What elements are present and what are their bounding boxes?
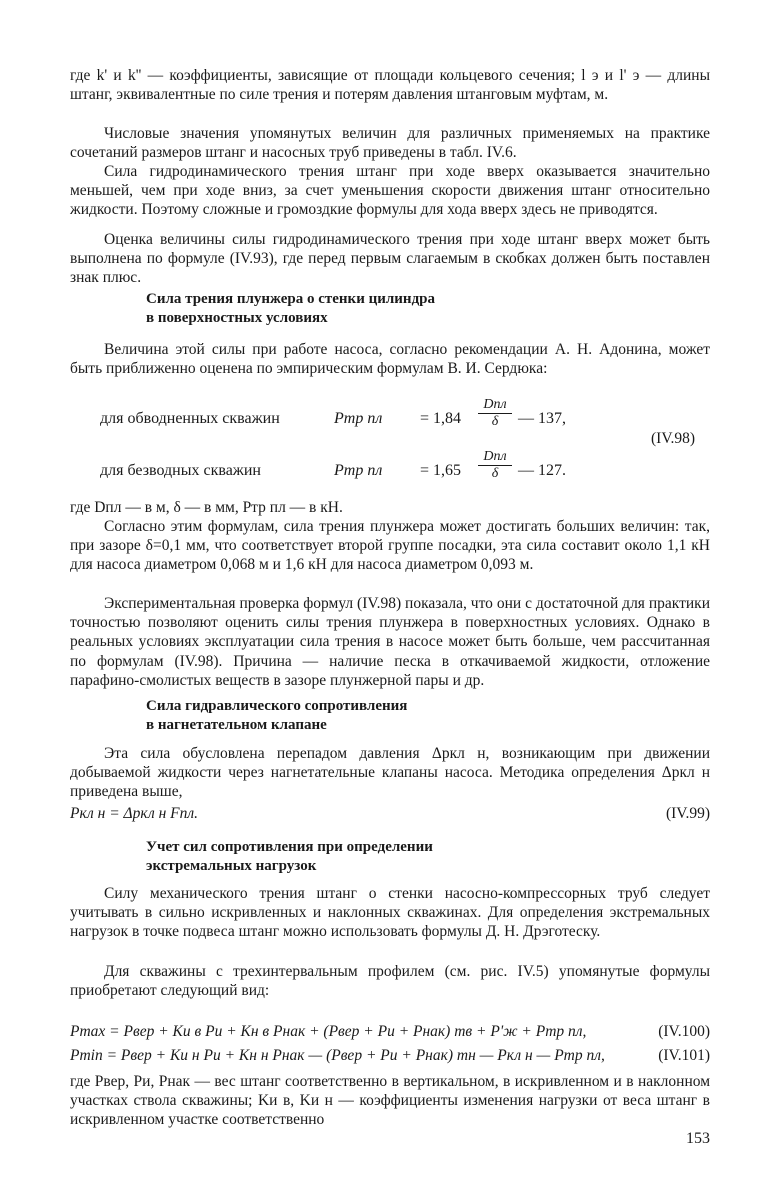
equation-number-iv98: (IV.98): [651, 430, 696, 447]
equation-dry-wells: [100, 448, 710, 488]
paragraph-pressure-drop: Эта сила обусловлена перепадом давления Δpкл н, возникающим при движении добываемой жидкости через нагнетательные клапаны насоса. Методика определения Δpкл н приведена выше,: [70, 745, 710, 801]
equation-number-iv100: (IV.100): [658, 1023, 710, 1040]
paragraph-mechanical-friction: Силу механического трения штанг о стенки насосно-компрессорных труб следует учитывать в сильно искривленных и наклонных скважинах. Для определения экстремальных нагрузок в точке подвеса штанг можно использовать формулы Д. Н. Дрэготеску.: [70, 885, 710, 941]
heading-line: Сила трения плунжера о стенки цилиндра: [146, 291, 435, 307]
heading-extreme-loads: [146, 838, 666, 876]
paragraph-formula-values: Согласно этим формулам, сила трения плунжера может достигать больших величин: так, при зазоре δ=0,1 мм, что соответствует второй группе посадки, эта сила составит около 1,1 кН для насоса диаметром 0,068 м и 1,6 кН для насоса диаметром 0,093 м.: [70, 518, 710, 574]
equation-constant: — 137,: [518, 410, 566, 427]
equation-variable: Pтр пл: [334, 410, 383, 427]
equation-coefficient: = 1,84: [420, 410, 462, 427]
heading-line: экстремальных нагрузок: [146, 858, 317, 874]
equation-watered-wells: [100, 396, 710, 436]
page-number: 153: [686, 1130, 710, 1147]
paragraph-friction-estimate: Оценка величины силы гидродинамического трения при ходе штанг вверх может быть выполнена по формуле (IV.93), где перед первым слагаемым в скобках должен быть поставлен знак плюс.: [70, 231, 710, 287]
paragraph-experimental-check: Экспериментальная проверка формул (IV.98) показала, что они с достаточной для практики точностью позволяют оценить силы трения плунжера в поверхностных условиях. Однако в реальных условиях эксплуатации сила трения в насосе может быть больше, чем рассчитанная по формулам (IV.98). Причина — наличие песка в откачиваемой жидкости, отложение парафино-смолистых веществ в зазоре плунжерной пары и др.: [70, 595, 710, 689]
heading-line: в поверхностных условиях: [146, 310, 328, 326]
fraction-numerator: Dпл: [478, 448, 512, 466]
equation-expression: Pкл н = Δpкл н Fпл.: [70, 805, 199, 822]
heading-line: в нагнетательном клапане: [146, 717, 327, 733]
paragraph-three-interval-profile: Для скважины с трехинтервальным профилем (см. рис. IV.5) упомянутые формулы приобретают следующий вид:: [70, 963, 710, 1000]
equation-number-iv101: (IV.101): [658, 1047, 710, 1064]
heading-line: Сила гидравлического сопротивления: [146, 698, 408, 714]
paragraph-numeric-values: Числовые значения упомянутых величин для различных применяемых на практике сочетаний размеров штанг и насосных труб приведены в табл. IV.6.: [70, 125, 710, 162]
paragraph-coefficients: где k' и k'' — коэффициенты, зависящие от площади кольцевого сечения; l э и l' э — длины штанг, эквивалентные по силе трения и потерям давления штанговым муфтам, м.: [70, 67, 710, 104]
paragraph-load-coefficients: где Pвер, Pи, Pнак — вес штанг соответственно в вертикальном, в искривленном и в наклонном участках ствола скважины; Kи в, Kи н — коэффициенты изменения нагрузки от веса штанг в искривленном участке соответственно: [70, 1073, 710, 1129]
equation-label: для обводненных скважин: [100, 410, 280, 427]
fraction-denominator: δ: [491, 414, 499, 429]
fraction-numerator: Dпл: [478, 396, 512, 414]
equation-fraction: [478, 448, 512, 482]
paragraph-units: где Dпл — в м, δ — в мм, Pтр пл — в кН.: [70, 499, 343, 516]
heading-hydraulic-resistance: [146, 697, 666, 735]
equation-expression: Pmax = Pвер + Kи в Pи + Kн в Pнак + (Pвер + Pи + Pнак) mв + P'ж + Pтр пл,: [70, 1023, 587, 1040]
equation-fraction: [478, 396, 512, 430]
fraction-denominator: δ: [491, 466, 499, 481]
equation-constant: — 127.: [518, 462, 566, 479]
equation-label: для безводных скважин: [100, 462, 261, 479]
paragraph-upstroke-friction: Сила гидродинамического трения штанг при ходе вверх оказывается значительно меньшей, чем при ходе вниз, за счет уменьшения скорости движения штанг относительно жидкости. Поэтому сложные и громоздкие формулы для хода вверх здесь не приводятся.: [70, 163, 710, 219]
equation-variable: Pтр пл: [334, 462, 383, 479]
heading-line: Учет сил сопротивления при определении: [146, 839, 433, 855]
equation-expression: Pmin = Pвер + Kи н Pи + Kн н Pнак — (Pвер + Pи + Pнак) mн — Pкл н — Pтр пл,: [70, 1047, 605, 1064]
heading-plunger-friction: [146, 290, 666, 328]
paragraph-adonin-estimate: Величина этой силы при работе насоса, согласно рекомендации А. Н. Адонина, может быть приближенно оценена по эмпирическим формулам В. И. Сердюка:: [70, 341, 710, 378]
equation-number-iv99: (IV.99): [665, 805, 710, 822]
equation-coefficient: = 1,65: [420, 462, 462, 479]
